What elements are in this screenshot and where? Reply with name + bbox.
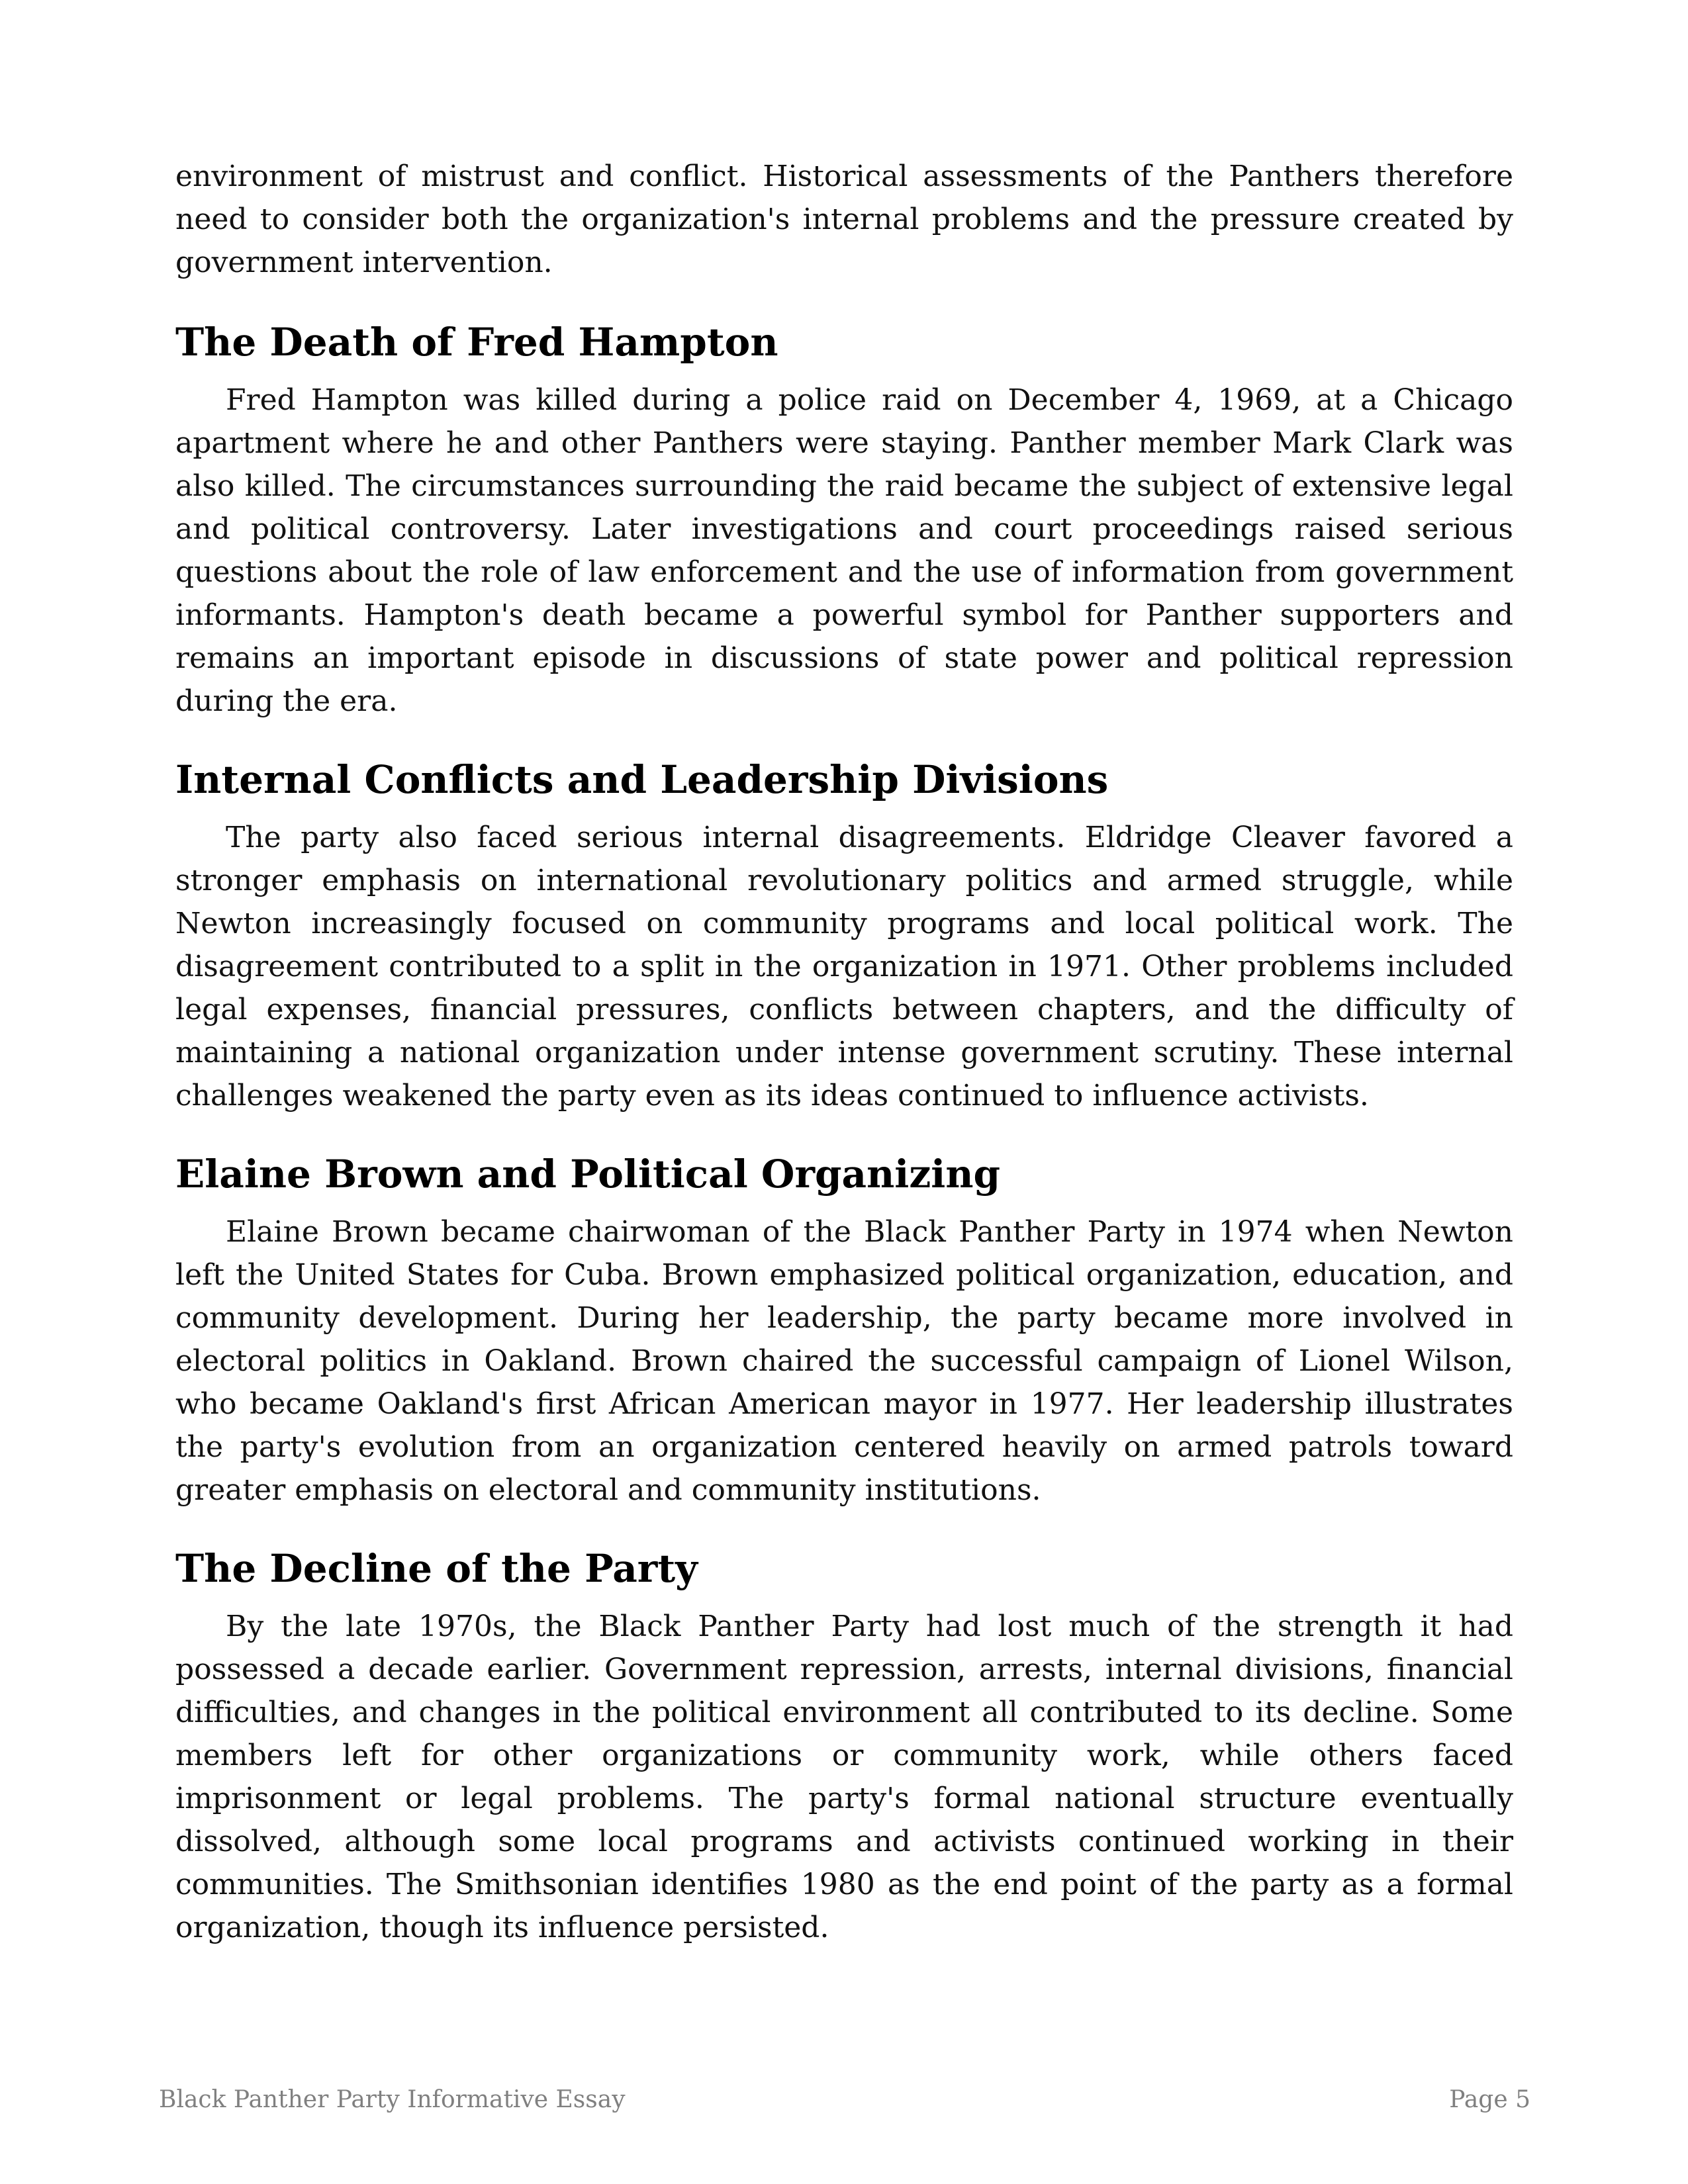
section-paragraph-fred-hampton: Fred Hampton was killed during a police raid on December 4, 1969, at a Chicago apartment where he and other Panthers were staying. Panther member Mark Clark was also killed. The circumstances surrounding the raid became the subject of extensive legal and political controversy. Later investigations and court proceedings raised serious questions about the role of law enforcement and the use of information from government informants. Hampton's death became a powerful symbol for Panther supporters and remains an important episode in discussions of state power and political repression during the era. — [175, 383, 1513, 718]
essay-body — [175, 155, 1513, 1949]
page-number: Page 5 — [1449, 2086, 1530, 2113]
intro-paragraph: environment of mistrust and conflict. Historical assessments of the Panthers therefore need to consider both the organization's internal problems and the pressure created by government intervention. — [175, 159, 1513, 279]
footer-title: Black Panther Party Informative Essay — [159, 2086, 626, 2113]
page-footer — [159, 2083, 1530, 2116]
section-heading-fred-hampton: The Death of Fred Hampton — [175, 320, 778, 365]
section-paragraph-elaine-brown: Elaine Brown became chairwoman of the Black Panther Party in 1974 when Newton left the United States for Cuba. Brown emphasized political organization, education, and community development. During her leadership, the party became more involved in electoral politics in Oakland. Brown chaired the successful campaign of Lionel Wilson, who became Oakland's first African American mayor in 1977. Her leadership illustrates the party's evolution from an organization centered heavily on armed patrols toward greater emphasis on electoral and community institutions. — [175, 1215, 1513, 1507]
section-paragraph-decline: By the late 1970s, the Black Panther Party had lost much of the strength it had possessed a decade earlier. Government repression, arrests, internal divisions, financial difficulties, and changes in the political environment all contributed to its decline. Some members left for other organizations or community work, while others faced imprisonment or legal problems. The party's formal national structure eventually dissolved, although some local programs and activists continued working in their communities. The Smithsonian identifies 1980 as the end point of the party as a formal organization, though its influence persisted. — [175, 1610, 1513, 1944]
section-paragraph-internal-conflicts: The party also faced serious internal disagreements. Eldridge Cleaver favored a stronger emphasis on international revolutionary politics and armed struggle, while Newton increasingly focused on community programs and local political work. The disagreement contributed to a split in the organization in 1971. Other problems included legal expenses, financial pressures, conflicts between chapters, and the difficulty of maintaining a national organization under intense government scrutiny. These internal challenges weakened the party even as its ideas continued to influence activists. — [175, 821, 1513, 1113]
section-heading-elaine-brown: Elaine Brown and Political Organizing — [175, 1152, 1001, 1197]
section-heading-decline: The Decline of the Party — [175, 1546, 698, 1591]
section-heading-internal-conflicts: Internal Conflicts and Leadership Divisions — [175, 757, 1109, 802]
